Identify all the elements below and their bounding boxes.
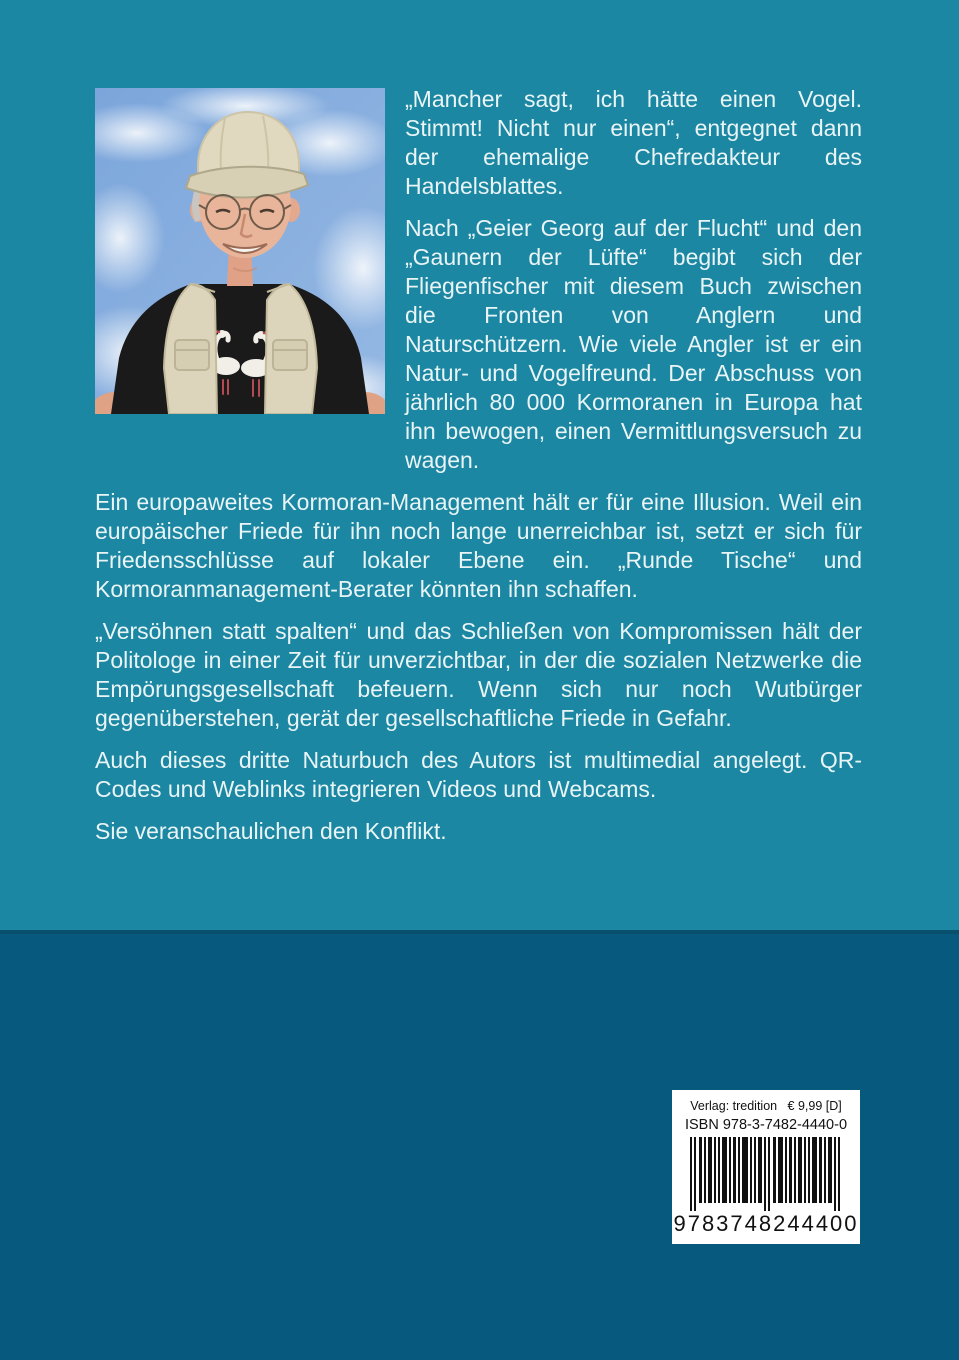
ean-barcode [690, 1137, 842, 1213]
author-photo [95, 88, 385, 414]
blurb-paragraph: Sie veranschaulichen den Konflikt. [95, 818, 447, 844]
blurb-paragraph: Ein europaweites Kormoran-Management hält er für eine Illusion. Weil ein europäischer Friede für ihn noch lange unerreichbar ist, setzt er sich für Friedensschlüsse auf lokaler Ebene ein. „Runde Tische“ und Kormoranmanagement-Berater könnten ihn schaffen. [95, 489, 862, 602]
blurb-column-right [405, 85, 862, 475]
blurb-paragraph: Nach „Geier Georg auf der Flucht“ und den „Gaunern der Lüfte“ begibt sich der Fliegenfischer mit diesem Buch zwischen die Fronten von Anglern und Naturschützern. Wie viele Angler ist er ein Natur- und Vogelfreund. Der Abschuss von jährlich 80 000 Kormoranen in Europa hat ihn bewogen, einen Vermittlungsversuch zu wagen. [405, 215, 862, 473]
back-cover-blurb [95, 85, 862, 859]
ean-number: 9783748244400 [673, 1211, 859, 1236]
blurb-paragraph: Auch dieses dritte Naturbuch des Autors ist multimedial angelegt. QR-Codes und Weblinks integrieren Videos und Webcams. [95, 747, 862, 802]
blurb-paragraph: „Mancher sagt, ich hätte einen Vogel. Stimmt! Nicht nur einen“, entgegnet dann der ehemalige Chefredakteur des Handelsblattes. [405, 86, 862, 199]
blurb-paragraph: „Versöhnen statt spalten“ und das Schließen von Kompromissen hält der Politologe in einer Zeit für unverzichtbar, in der die sozialen Netzwerke die Empörungsgesellschaft befeuern. Wenn sich nur noch Wutbürger gegenüberstehen, gerät der gesellschaftliche Friede in Gefahr. [95, 618, 862, 731]
isbn-line: ISBN 978-3-7482-4440-0 [684, 1117, 848, 1133]
isbn-barcode-box [672, 1090, 860, 1244]
publisher-price-line: Verlag: tredition € 9,99 [D] [690, 1099, 842, 1113]
